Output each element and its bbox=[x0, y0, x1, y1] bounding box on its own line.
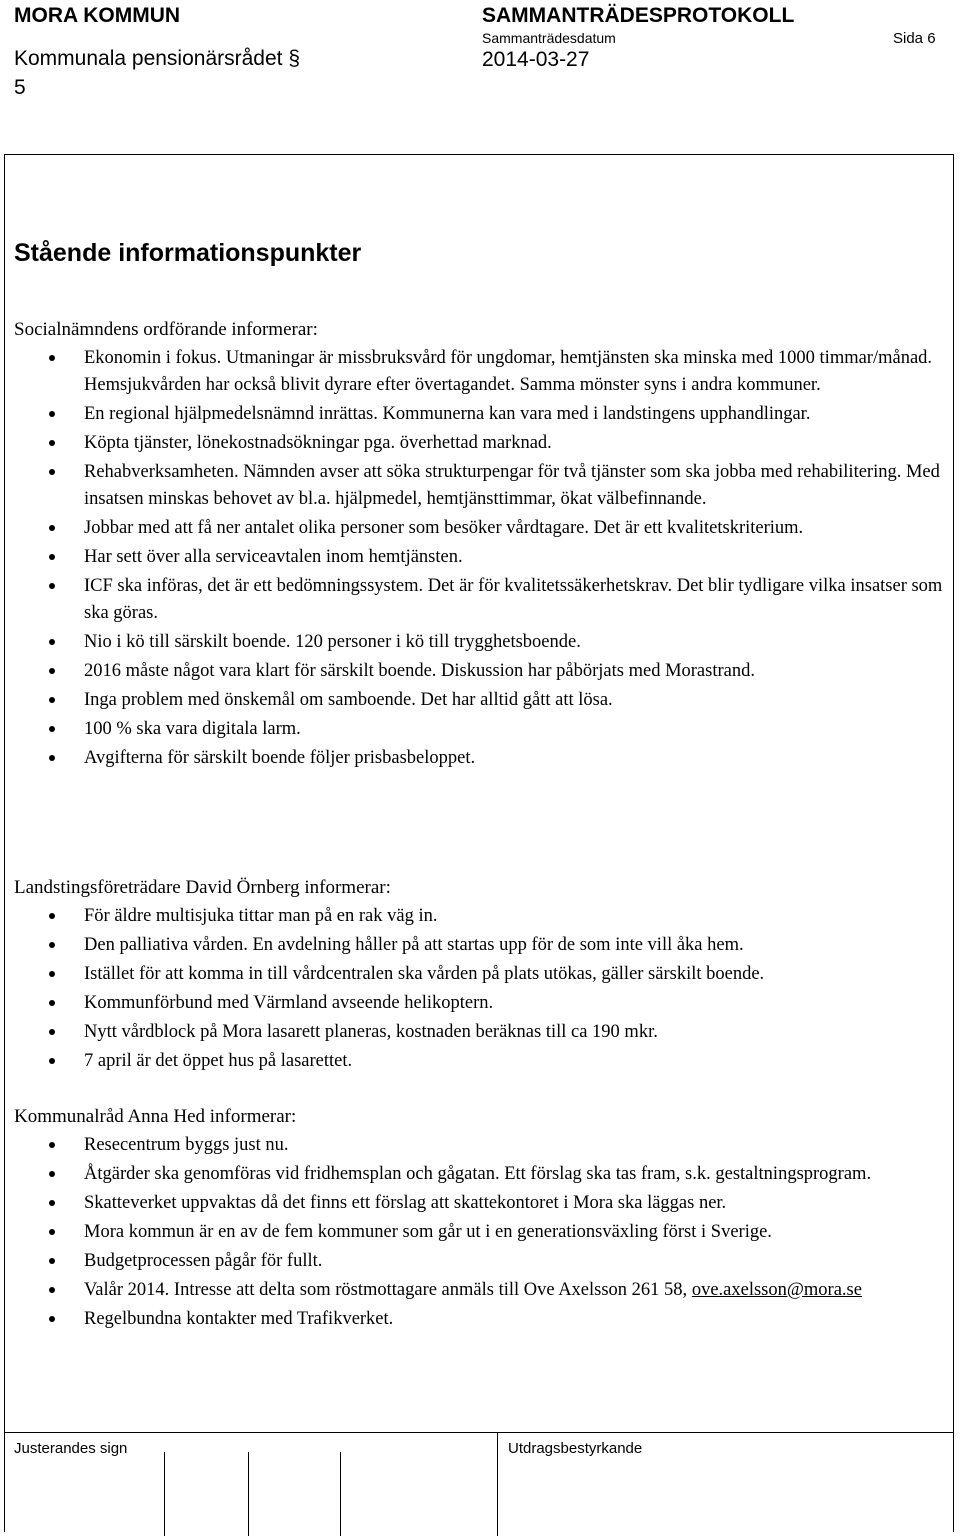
meeting-date: 2014-03-27 bbox=[482, 48, 590, 71]
section-social-committee bbox=[14, 316, 954, 774]
election-text: Valår 2014. Intresse att delta som röstmottagare anmäls till Ove Axelsson 261 58, bbox=[84, 1280, 688, 1300]
bullet-list bbox=[14, 345, 954, 772]
list-item: En regional hjälpmedelsnämnd inrättas. Kommunerna kan vara med i landstingens upphandlingar. bbox=[14, 401, 960, 428]
list-item: Åtgärder ska genomföras vid fridhemsplan och gågatan. Ett förslag ska tas fram, s.k. gestaltningsprogram. bbox=[14, 1161, 960, 1188]
list-item: Inga problem med önskemål om samboende. Det har alltid gått att lösa. bbox=[14, 687, 960, 714]
list-item: Budgetprocessen pågår för fullt. bbox=[14, 1248, 960, 1275]
list-item: Har sett över alla serviceavtalen inom hemtjänsten. bbox=[14, 544, 960, 571]
list-item: 100 % ska vara digitala larm. bbox=[14, 716, 960, 743]
bullet-list bbox=[14, 903, 954, 1075]
list-item: Ekonomin i fokus. Utmaningar är missbruksvård för ungdomar, hemtjänsten ska minska med 1000 timmar/månad. Hemsjukvården har också blivit dyrare efter övertagandet. Samma mönster syns i andra kommuner. bbox=[14, 345, 960, 399]
list-item: Resecentrum byggs just nu. bbox=[14, 1132, 960, 1159]
list-item: Mora kommun är en av de fem kommuner som går ut i en generationsväxling först i Sverige. bbox=[14, 1219, 960, 1246]
footer-column-divider bbox=[497, 1432, 498, 1536]
document-type: SAMMANTRÄDESPROTOKOLL bbox=[482, 4, 795, 27]
organization-name: MORA KOMMUN bbox=[14, 4, 181, 27]
email-link[interactable]: ove.axelsson@mora.se bbox=[691, 1280, 862, 1300]
list-item: Istället för att komma in till vårdcentralen ska vården på plats utökas, gäller särskilt boende. bbox=[14, 961, 960, 988]
extract-certifier-label: Utdragsbestyrkande bbox=[508, 1440, 643, 1457]
list-item: Den palliativa vården. En avdelning håller på att startas upp för de som inte vill åka hem. bbox=[14, 932, 960, 959]
list-item: Skatteverket uppvaktas då det finns ett förslag att skattekontoret i Mora ska läggas ner. bbox=[14, 1190, 960, 1217]
list-item: Nytt vårdblock på Mora lasarett planeras, kostnaden beräknas till ca 190 mkr. bbox=[14, 1019, 960, 1046]
list-item: 7 april är det öppet hus på lasarettet. bbox=[14, 1048, 960, 1075]
list-item: Regelbundna kontakter med Trafikverket. bbox=[14, 1306, 960, 1333]
signature-box-divider bbox=[164, 1452, 165, 1536]
signature-box-divider bbox=[340, 1452, 341, 1536]
list-item: Avgifterna för särskilt boende följer prisbasbeloppet. bbox=[14, 745, 960, 772]
section-intro: Landstingsföreträdare David Örnberg informerar: bbox=[14, 877, 391, 898]
list-item: ICF ska införas, det är ett bedömningssystem. Det är för kvalitetssäkerhetskrav. Det blir tydligare vilka insatser som ska göras. bbox=[14, 573, 960, 627]
section-intro: Kommunalråd Anna Hed informerar: bbox=[14, 1106, 297, 1127]
signature-box-divider bbox=[248, 1452, 249, 1536]
list-item: Kommunförbund med Värmland avseende helikoptern. bbox=[14, 990, 960, 1017]
page-number: Sida 6 bbox=[893, 30, 936, 47]
adjuster-sign-label: Justerandes sign bbox=[14, 1440, 128, 1457]
list-item: 2016 måste något vara klart för särskilt boende. Diskussion har påbörjats med Morastrand. bbox=[14, 658, 960, 685]
section-municipal-councillor bbox=[14, 1103, 954, 1335]
list-item: Rehabverksamheten. Nämnden avser att söka strukturpengar för två tjänster som ska jobba med rehabilitering. Med insatsen minskas behovet av bl.a. hjälpmedel, hemtjänsttimmar, ökat välbefinnande. bbox=[14, 459, 960, 513]
list-item: För äldre multisjuka tittar man på en rak väg in. bbox=[14, 903, 960, 930]
section-intro: Socialnämndens ordförande informerar: bbox=[14, 319, 318, 340]
list-item: Jobbar med att få ner antalet olika personer som besöker vårdtagare. Det är ett kvalitetskriterium. bbox=[14, 515, 960, 542]
meeting-date-label: Sammanträdesdatum bbox=[482, 30, 616, 46]
bullet-list bbox=[14, 1132, 954, 1333]
footer-divider bbox=[4, 1432, 954, 1433]
section-county-council bbox=[14, 874, 954, 1077]
body-name: Kommunala pensionärsrådet § 5 bbox=[14, 47, 301, 99]
section-title: Stående informationspunkter bbox=[14, 239, 362, 267]
list-item: Nio i kö till särskilt boende. 120 personer i kö till trygghetsboende. bbox=[14, 629, 960, 656]
list-item-election bbox=[14, 1277, 960, 1304]
list-item: Köpta tjänster, lönekostnadsökningar pga. överhettad marknad. bbox=[14, 430, 960, 457]
